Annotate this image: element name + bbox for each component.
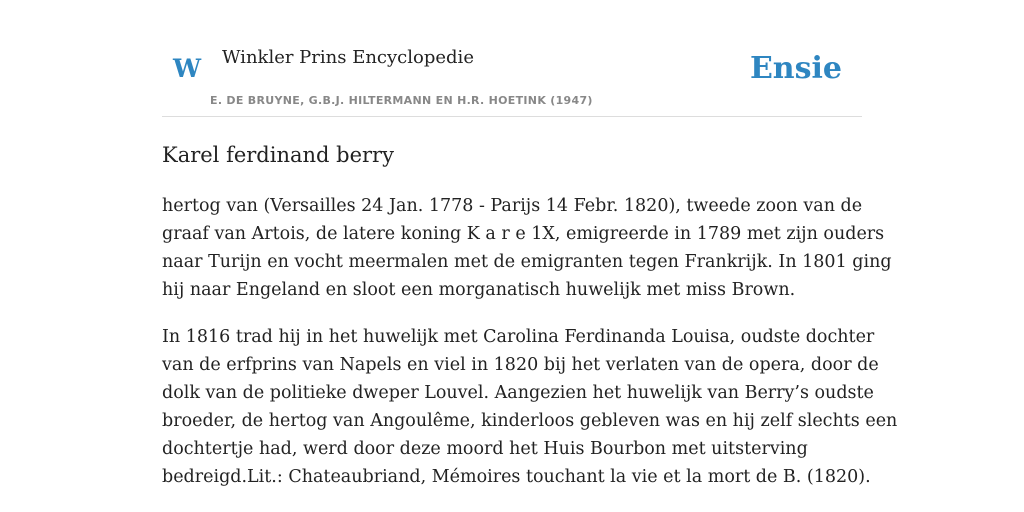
paragraph-line: hij naar Engeland en sloot een morganatisch huwelijk met miss Brown. <box>162 280 796 300</box>
paragraph-line: graaf van Artois, de latere koning K a r e 1X, emigreerde in 1789 met zijn ouders <box>162 224 885 244</box>
paragraph-line: dochtertje had, werd door deze moord het Huis Bourbon met uitsterving <box>162 439 808 459</box>
paragraph-line: In 1816 trad hij in het huwelijk met Carolina Ferdinanda Louisa, oudste dochter <box>162 327 875 347</box>
article-paragraph-1 <box>162 192 892 304</box>
paragraph-line: naar Turijn en vocht meermalen met de emigranten tegen Frankrijk. In 1801 ging <box>162 252 892 272</box>
source-authors: E. DE BRUYNE, G.B.J. HILTERMANN EN H.R. HOETINK (1947) <box>210 94 593 107</box>
paragraph-line: hertog van (Versailles 24 Jan. 1778 - Parijs 14 Febr. 1820), tweede zoon van de <box>162 196 863 216</box>
paragraph-line: broeder, de hertog van Angoulême, kinderloos gebleven was en hij zelf slechts een <box>162 411 898 431</box>
ensie-logo-link[interactable]: Ensie <box>749 51 842 86</box>
header <box>162 0 862 117</box>
source-logo-icon[interactable]: W <box>173 54 202 83</box>
paragraph-line: dolk van de politieke dweper Louvel. Aangezien het huwelijk van Berry’s oudste <box>162 383 874 403</box>
paragraph-line: van de erfprins van Napels en viel in 1820 bij het verlaten van de opera, door de <box>162 355 879 375</box>
article-title: Karel ferdinand berry <box>162 143 394 167</box>
article-paragraph-2 <box>162 323 898 491</box>
page <box>162 0 898 487</box>
paragraph-line: bedreigd.Lit.: Chateaubriand, Mémoires touchant la vie et la mort de B. (1820). <box>162 467 871 487</box>
source-title-link[interactable]: Winkler Prins Encyclopedie <box>222 47 474 68</box>
